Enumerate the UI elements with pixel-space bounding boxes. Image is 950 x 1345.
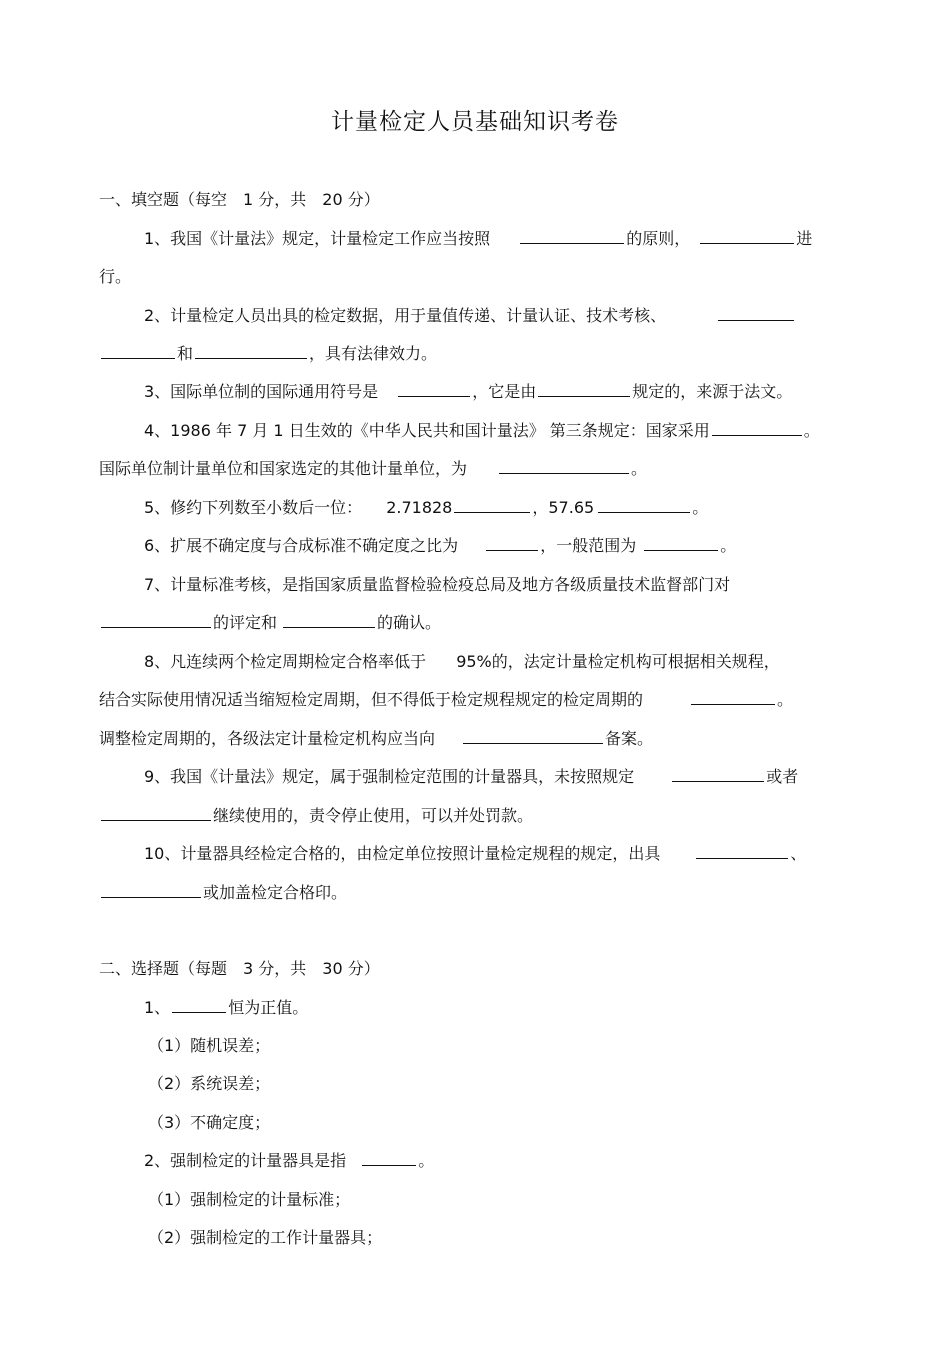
question-text: 4、1986 年 7 月 1 日生效的《中华人民共和国计量法》 第三条规定：国家采用	[144, 421, 710, 440]
question-text: 10、计量器具经检定合格的，由检定单位按照计量检定规程的规定，出具	[144, 844, 661, 863]
answer-blank[interactable]	[454, 497, 530, 513]
section-heading-multiple-choice: 二、选择题（每题 3 分，共 30 分）	[99, 959, 380, 978]
question-1-line-2: 行。	[99, 267, 132, 286]
question-text: 2.71828	[386, 498, 453, 517]
answer-blank[interactable]	[486, 535, 538, 551]
choice-option: （1）强制检定的计量标准；	[148, 1190, 351, 1209]
answer-blank[interactable]	[538, 381, 630, 397]
question-text: 95%的，法定计量检定机构可根据相关规程，	[456, 652, 780, 671]
question-text: 、	[790, 844, 807, 863]
answer-blank[interactable]	[520, 228, 624, 244]
answer-blank[interactable]	[362, 1150, 416, 1166]
question-text: 的原则，	[626, 229, 691, 248]
answer-blank[interactable]	[718, 305, 794, 321]
answer-blank[interactable]	[712, 420, 802, 436]
question-8-line-3	[99, 728, 653, 750]
question-text: 结合实际使用情况适当缩短检定周期，但不得低于检定规程规定的检定周期的	[99, 690, 644, 709]
answer-blank[interactable]	[463, 728, 603, 744]
answer-blank[interactable]	[700, 228, 794, 244]
question-text: 2、计量检定人员出具的检定数据，用于量值传递、计量认证、技术考核、	[144, 306, 667, 325]
answer-blank[interactable]	[691, 689, 775, 705]
question-4-line-2	[99, 458, 647, 480]
section-heading-fill-blank: 一、填空题（每空 1 分，共 20 分）	[99, 190, 380, 209]
answer-blank[interactable]	[101, 612, 211, 628]
question-text: 。	[631, 459, 648, 478]
question-text: 或加盖检定合格印。	[203, 883, 348, 902]
question-text: 国际单位制计量单位和国家选定的其他计量单位，为	[99, 459, 468, 478]
question-8-line-2	[99, 689, 793, 711]
choice-question-2	[144, 1150, 434, 1172]
answer-blank[interactable]	[101, 343, 175, 359]
question-text: 的评定和	[213, 613, 278, 632]
question-text: 或者	[766, 767, 799, 786]
question-7-line-2	[99, 612, 441, 634]
answer-blank[interactable]	[598, 497, 690, 513]
question-text: 5、修约下列数至小数后一位：	[144, 498, 363, 517]
question-text: ，	[532, 498, 549, 517]
choice-option: （2）系统误差；	[148, 1074, 271, 1093]
question-text: 1、	[144, 998, 171, 1017]
question-text: 。	[720, 536, 737, 555]
choice-option: （1）随机误差；	[148, 1036, 271, 1055]
question-10-line-1	[144, 843, 806, 865]
question-4-line-1	[144, 420, 820, 442]
question-text: 调整检定周期的，各级法定计量检定机构应当向	[99, 729, 436, 748]
question-text: 57.65	[548, 498, 595, 517]
question-2-line-1	[144, 305, 796, 327]
choice-option: （2）强制检定的工作计量器具；	[148, 1228, 383, 1247]
question-text: 1、我国《计量法》规定，计量检定工作应当按照	[144, 229, 491, 248]
question-1-line-1	[144, 228, 812, 250]
page-title: 计量检定人员基础知识考卷	[331, 109, 619, 135]
choice-question-1	[144, 997, 308, 1019]
question-text: 6、扩展不确定度与合成标准不确定度之比为	[144, 536, 459, 555]
question-text: 2、强制检定的计量器具是指	[144, 1151, 347, 1170]
answer-blank[interactable]	[172, 997, 226, 1013]
question-3	[144, 381, 792, 403]
question-text: 。	[803, 421, 820, 440]
question-text: ，具有法律效力。	[309, 344, 438, 363]
question-text: 。	[692, 498, 709, 517]
answer-blank[interactable]	[101, 882, 201, 898]
question-6	[144, 535, 736, 557]
question-text: 继续使用的，责令停止使用，可以并处罚款。	[213, 806, 534, 825]
question-text: 。	[777, 690, 794, 709]
question-9-line-1	[144, 766, 798, 788]
question-text: 9、我国《计量法》规定，属于强制检定范围的计量器具，未按照规定	[144, 767, 635, 786]
question-text: 3、国际单位制的国际通用符号是	[144, 382, 379, 401]
answer-blank[interactable]	[499, 458, 629, 474]
question-text: 的确认。	[377, 613, 442, 632]
answer-blank[interactable]	[283, 612, 375, 628]
question-text: 。	[418, 1151, 435, 1170]
question-text: 和	[177, 344, 194, 363]
question-text: 恒为正值。	[228, 998, 309, 1017]
answer-blank[interactable]	[672, 766, 764, 782]
answer-blank[interactable]	[195, 343, 307, 359]
question-text: 规定的，来源于法文。	[632, 382, 793, 401]
question-text: 8、凡连续两个检定周期检定合格率低于	[144, 652, 427, 671]
question-10-line-2	[99, 882, 347, 904]
question-8-line-1	[144, 651, 780, 673]
question-text: ，它是由	[472, 382, 537, 401]
question-text: 进	[796, 229, 813, 248]
question-2-line-2	[99, 343, 437, 365]
answer-blank[interactable]	[101, 805, 211, 821]
question-5	[144, 497, 708, 519]
question-text: 备案。	[605, 729, 654, 748]
answer-blank[interactable]	[398, 381, 470, 397]
answer-blank[interactable]	[696, 843, 788, 859]
answer-blank[interactable]	[644, 535, 718, 551]
choice-option: （3）不确定度；	[148, 1113, 271, 1132]
question-9-line-2	[99, 805, 533, 827]
question-text: ，一般范围为	[540, 536, 637, 555]
question-7-line-1: 7、计量标准考核，是指国家质量监督检验检疫总局及地方各级质量技术监督部门对	[144, 575, 731, 594]
